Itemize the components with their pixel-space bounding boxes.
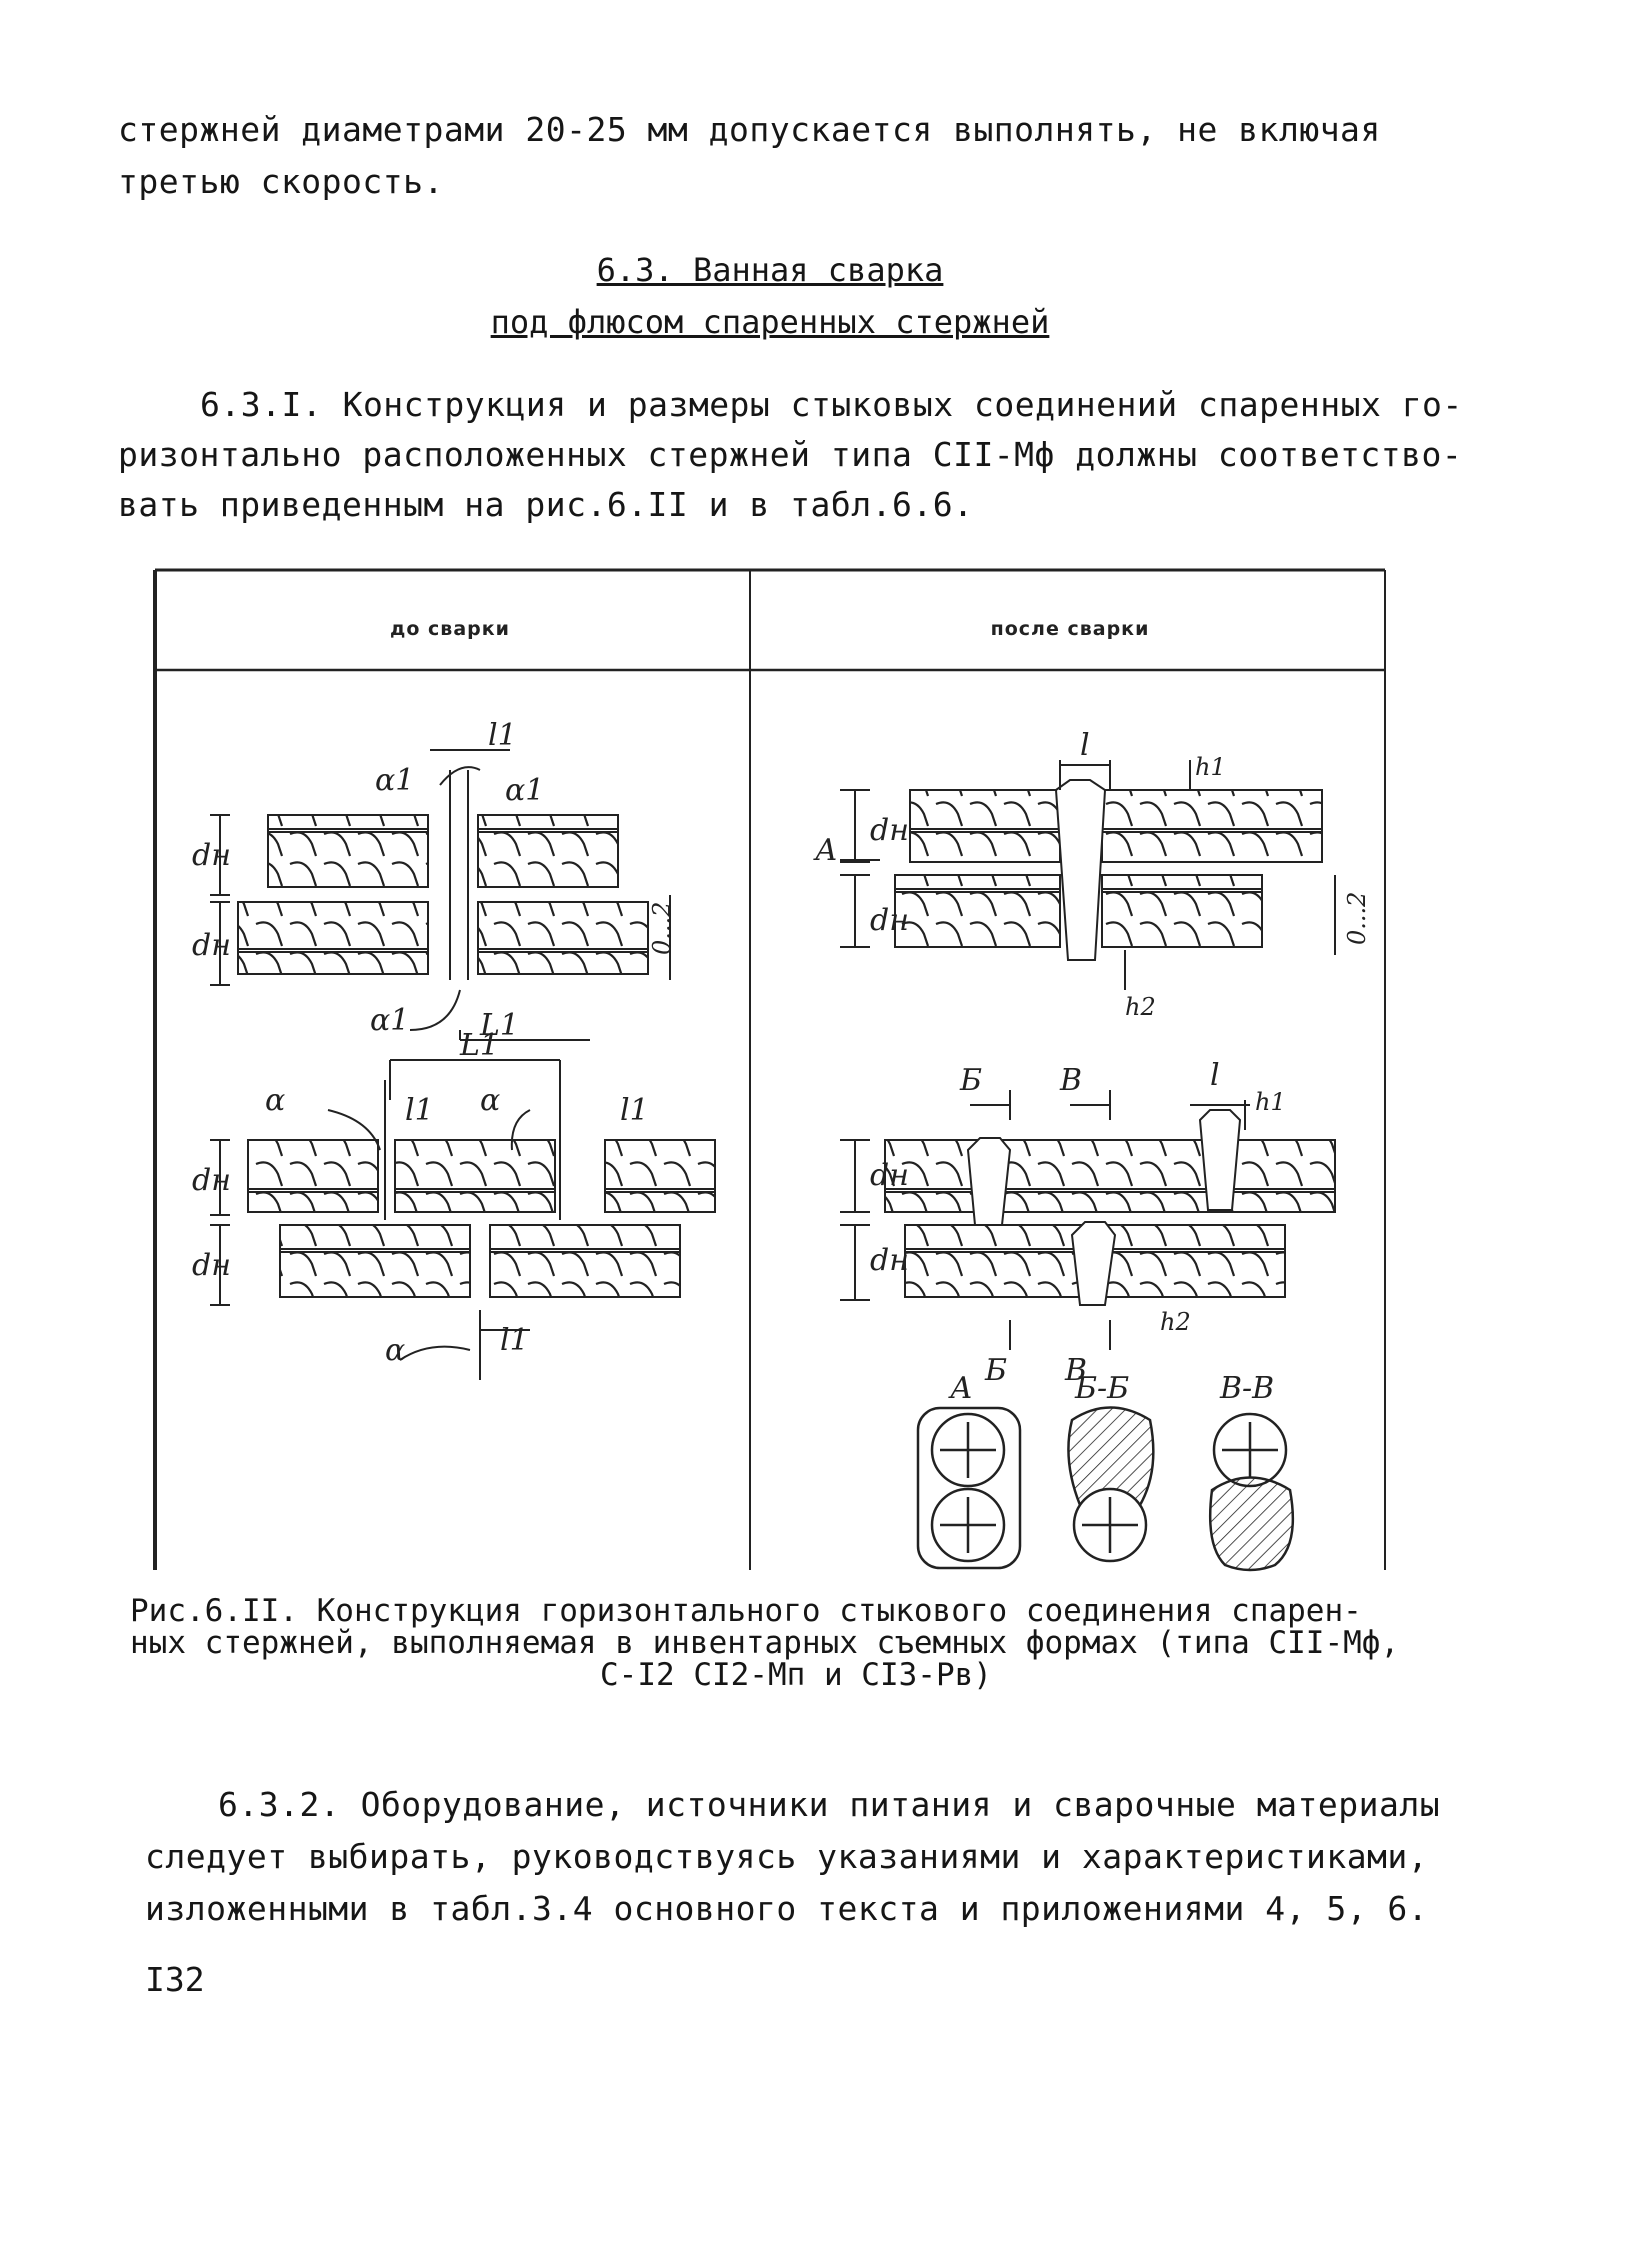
para-631-line-3: вать приведенным на рис.6.II и в табл.6.6. [118,485,974,524]
label-l1-mid-2: l1 [620,1093,649,1128]
section-title-line-2: под флюсом спаренных стержней [490,303,1050,341]
para-632-line-2: следует выбирать, руководствуясь указаниями и характеристиками, [145,1837,1429,1876]
label-dn-6: dн [870,903,909,938]
label-L1-mid: L1 [460,1028,500,1063]
para-631-line-2: ризонтально расположенных стержней типа СII-Мф должны соответство- [118,435,1463,474]
page-number: I32 [145,1960,205,1999]
label-l1-bottom: l1 [500,1323,529,1358]
para-632-line-1: 6.3.2. Оборудование, источники питания и сварочные материалы [218,1785,1441,1824]
label-l1-mid-1: l1 [405,1093,434,1128]
para-632-line-3: изложенными в табл.3.4 основного текста и приложениями 4, 5, 6. [145,1889,1429,1928]
intro-line-1: стержней диаметрами 20-25 мм допускается выполнять, не включая [118,110,1381,149]
label-l-mid: l [1210,1058,1220,1093]
label-h2-top: h2 [1125,993,1156,1021]
header-before-welding: до сварки [390,618,510,640]
label-V-bottom: В [1065,1353,1088,1388]
caption-line-2: ных стержней, выполняемая в инвентарных съемных формах (типа СII-Мф, [130,1625,1400,1661]
label-l1-top: l1 [488,718,517,753]
caption-line-3: С-I2 СI2-Мп и СI3-Рв) [600,1657,992,1693]
para-631-line-1: 6.3.I. Конструкция и размеры стыковых соединений спаренных го- [200,385,1463,424]
rebar-pair-after-top [840,760,1335,990]
label-section-VV: В-В [1220,1371,1275,1406]
intro-line-2: третью скорость. [118,162,444,201]
label-alpha1-top: α1 [375,763,415,798]
label-h2-mid: h2 [1160,1308,1191,1336]
section-VV-drawing [1210,1414,1293,1570]
label-dn-7: dн [870,1158,909,1193]
label-dn-2: dн [192,928,231,963]
label-dn-4: dн [192,1248,231,1283]
label-V-top: В [1060,1063,1083,1098]
rebar-pair-before-top [210,750,670,1040]
label-gap-right: 0...2 [1343,891,1371,945]
label-alpha-left: α [265,1083,286,1118]
label-A-arrow: А [815,833,838,868]
label-B-bottom: Б [985,1353,1008,1388]
figure-frame [155,570,1385,1570]
label-dn-1: dн [192,838,231,873]
header-after-welding: после сварки [990,618,1150,640]
label-dn-5: dн [870,813,909,848]
label-B-top: Б [960,1063,983,1098]
label-dn-3: dн [192,1163,231,1198]
label-section-A: А [950,1371,973,1406]
figure-6-11 [150,560,1390,1580]
section-BB-drawing [1068,1408,1153,1562]
rebar-pair-after-staggered [840,1090,1335,1350]
label-gap-left: 0...2 [648,901,676,955]
label-alpha1-right: α1 [505,773,545,808]
caption-line-1: Рис.6.II. Конструкция горизонтального стыкового соединения спарен- [130,1593,1362,1629]
label-alpha-mid: α [480,1083,501,1118]
section-title-line-1: 6.3. Ванная сварка [596,251,944,289]
label-h1-top: h1 [1195,753,1226,781]
label-section-BB: Б-Б [1075,1371,1130,1406]
label-alpha1-bottom: α1 [370,1003,410,1038]
section-A-drawing [918,1408,1020,1568]
label-h1-mid: h1 [1255,1088,1286,1116]
label-alpha-bottom: α [385,1333,406,1368]
label-L1-top: L1 [480,1008,520,1043]
label-l-top: l [1080,728,1090,763]
label-dn-8: dн [870,1243,909,1278]
